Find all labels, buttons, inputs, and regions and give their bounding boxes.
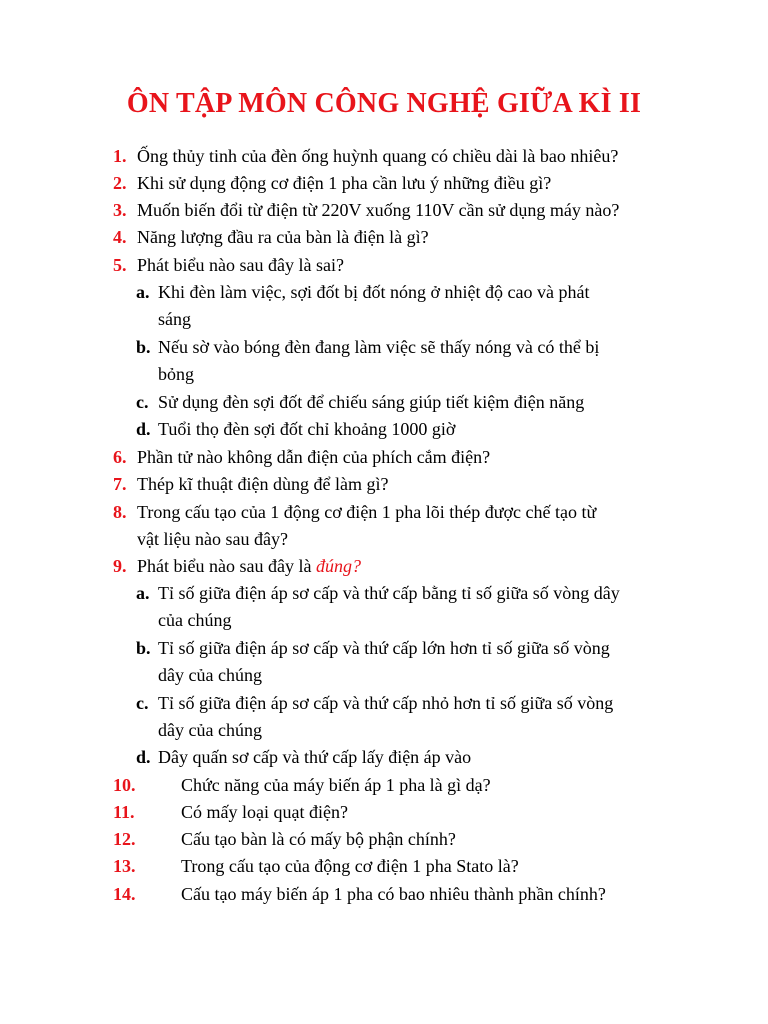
- option-text-cont: bỏng: [158, 364, 194, 385]
- question-text: Thép kĩ thuật điện dùng để làm gì?: [137, 474, 389, 494]
- question-text-cont: vật liệu nào sau đây?: [137, 529, 288, 550]
- option-text: Khi đèn làm việc, sợi đốt bị đốt nóng ở nhiệt độ cao và phát: [158, 282, 590, 302]
- question-number: 14.: [113, 884, 136, 904]
- option-letter: d.: [136, 747, 151, 767]
- question-text: Phát biểu nào sau đây là: [137, 556, 316, 576]
- option-letter: b.: [136, 337, 151, 357]
- option-text-cont: của chúng: [158, 610, 232, 631]
- question-text: Chức năng của máy biến áp 1 pha là gì dạ?: [181, 775, 491, 795]
- option-text: Tuổi thọ đèn sợi đốt chỉ khoảng 1000 giờ: [158, 419, 456, 439]
- question-number: 10.: [113, 775, 136, 795]
- question-text: Năng lượng đầu ra của bàn là điện là gì?: [137, 227, 429, 247]
- question-text: Muốn biến đổi từ điện từ 220V xuống 110V cần sử dụng máy nào?: [137, 200, 620, 220]
- question-text: Cấu tạo máy biến áp 1 pha có bao nhiêu thành phần chính?: [181, 884, 606, 904]
- question-text: Phần tử nào không dẫn điện của phích cắm điện?: [137, 447, 491, 467]
- question-text: Trong cấu tạo của động cơ điện 1 pha Stato là?: [181, 856, 519, 876]
- option-text: Nếu sờ vào bóng đèn đang làm việc sẽ thấy nóng và có thể bị: [158, 337, 600, 357]
- question-text: Có mấy loại quạt điện?: [181, 802, 348, 822]
- question-number: 2.: [113, 173, 127, 193]
- question-text: Trong cấu tạo của 1 động cơ điện 1 pha lõi thép được chế tạo từ: [137, 502, 597, 522]
- option-text: Tỉ số giữa điện áp sơ cấp và thứ cấp bằng tỉ số giữa số vòng dây: [158, 583, 620, 603]
- question-number: 13.: [113, 856, 136, 876]
- option-letter: c.: [136, 693, 149, 713]
- page-title: ÔN TẬP MÔN CÔNG NGHỆ GIỮA KÌ II: [126, 88, 642, 119]
- emphasis-text: đúng?: [315, 556, 361, 576]
- option-letter: c.: [136, 392, 149, 412]
- question-number: 5.: [113, 255, 127, 275]
- option-text: Tỉ số giữa điện áp sơ cấp và thứ cấp lớn hơn tỉ số giữa số vòng: [158, 638, 610, 658]
- option-letter: a.: [136, 583, 150, 603]
- question-number: 6.: [113, 447, 127, 467]
- question-text: Phát biểu nào sau đây là sai?: [137, 255, 344, 275]
- question-text: Cấu tạo bàn là có mấy bộ phận chính?: [181, 829, 456, 849]
- option-text-cont: dây của chúng: [158, 720, 262, 741]
- option-text: Sử dụng đèn sợi đốt để chiếu sáng giúp tiết kiệm điện năng: [158, 392, 585, 412]
- option-text: Dây quấn sơ cấp và thứ cấp lấy điện áp vào: [158, 747, 472, 767]
- option-letter: b.: [136, 638, 151, 658]
- option-text-cont: sáng: [158, 309, 191, 330]
- question-number: 11.: [113, 802, 135, 822]
- question-number: 7.: [113, 474, 127, 494]
- question-number: 4.: [113, 227, 127, 247]
- option-text: Tỉ số giữa điện áp sơ cấp và thứ cấp nhỏ hơn tỉ số giữa số vòng: [158, 693, 614, 713]
- option-letter: a.: [136, 282, 150, 302]
- question-text: Ống thủy tinh của đèn ống huỳnh quang có chiều dài là bao nhiêu?: [137, 146, 619, 166]
- question-number: 9.: [113, 556, 127, 576]
- option-letter: d.: [136, 419, 151, 439]
- option-text-cont: dây của chúng: [158, 665, 262, 686]
- question-text: Khi sử dụng động cơ điện 1 pha cần lưu ý những điều gì?: [137, 173, 552, 193]
- question-number: 8.: [113, 502, 127, 522]
- question-number: 3.: [113, 200, 127, 220]
- question-number: 1.: [113, 146, 127, 166]
- question-number: 12.: [113, 829, 136, 849]
